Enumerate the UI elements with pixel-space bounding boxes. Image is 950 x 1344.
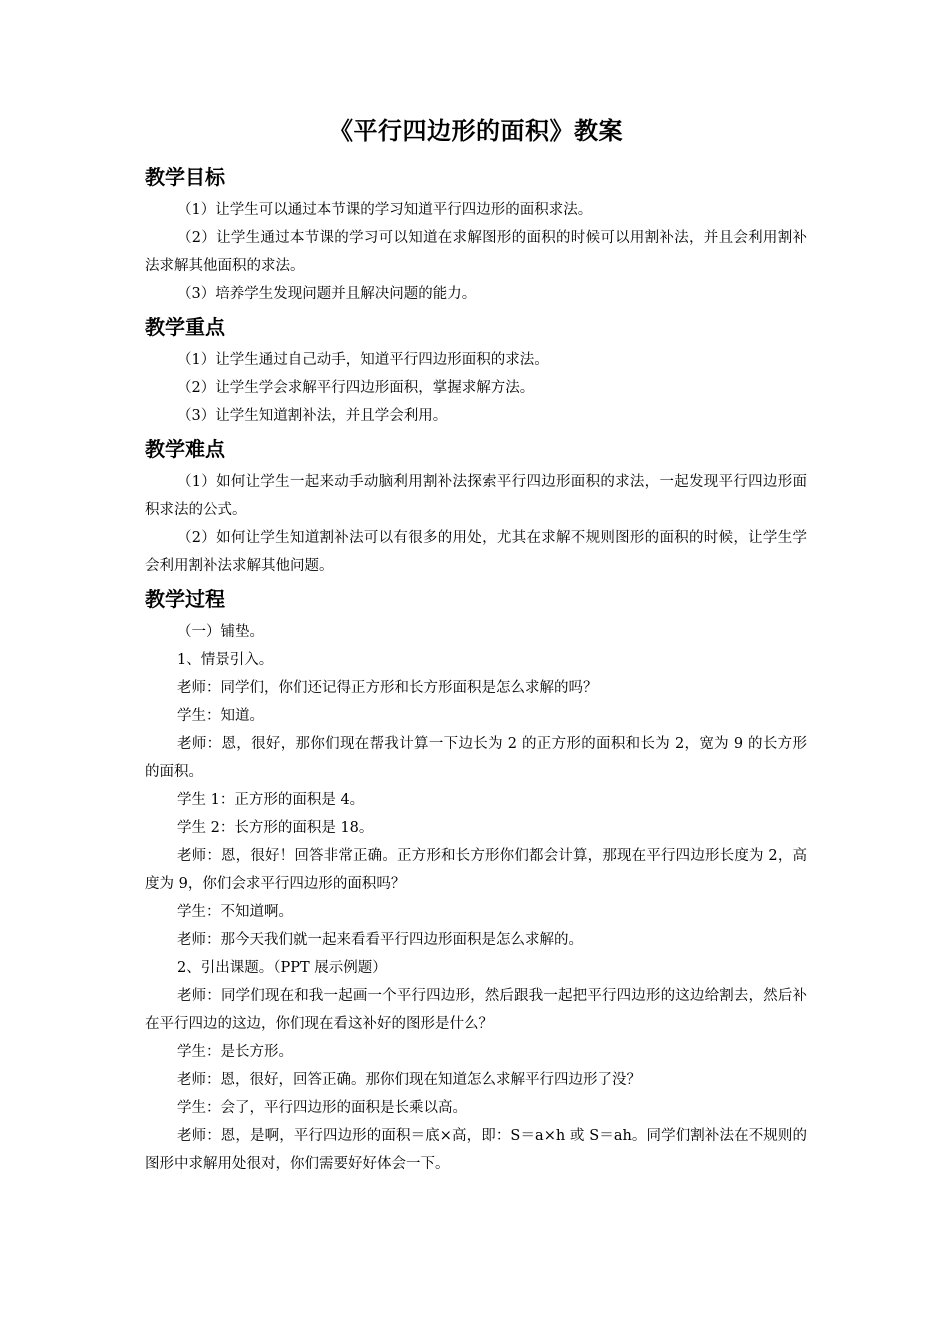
paragraph: （一）铺垫。 bbox=[177, 624, 264, 640]
paragraph: 老师：那今天我们就一起来看看平行四边形面积是怎么求解的。 bbox=[177, 932, 583, 948]
paragraph: （3）让学生知道割补法，并且学会利用。 bbox=[177, 408, 448, 424]
paragraph: （2）让学生学会求解平行四边形面积，掌握求解方法。 bbox=[177, 380, 535, 396]
paragraph: 学生：会了，平行四边形的面积是长乘以高。 bbox=[177, 1100, 467, 1116]
paragraph: （3）培养学生发现问题并且解决问题的能力。 bbox=[177, 286, 477, 302]
document-page bbox=[145, 110, 807, 1178]
paragraph: 学生：知道。 bbox=[177, 708, 264, 724]
paragraph: 老师：恩，很好，那你们现在帮我计算一下边长为 2 的正方形的面积和长为 2，宽为 9 的长方形的面积。 bbox=[145, 736, 807, 780]
document-title: 《平行四边形的面积》教案 bbox=[329, 116, 623, 145]
section-teaching-key-points bbox=[145, 308, 807, 430]
section-teaching-difficulties bbox=[145, 430, 807, 580]
paragraph: 学生：不知道啊。 bbox=[177, 904, 293, 920]
section-heading: 教学难点 bbox=[145, 437, 225, 461]
paragraph: 老师：恩，很好！回答非常正确。正方形和长方形你们都会计算，那现在平行四边形长度为 2，高度为 9，你们会求平行四边形的面积吗？ bbox=[145, 848, 807, 892]
paragraph: 学生：是长方形。 bbox=[177, 1044, 293, 1060]
paragraph: （2）如何让学生知道割补法可以有很多的用处，尤其在求解不规则图形的面积的时候，让学生学会利用割补法求解其他问题。 bbox=[145, 530, 807, 574]
section-heading: 教学重点 bbox=[145, 315, 225, 339]
paragraph: 2、引出课题。（PPT 展示例题） bbox=[177, 960, 387, 976]
paragraph: （2）让学生通过本节课的学习可以知道在求解图形的面积的时候可以用割补法，并且会利用割补法求解其他面积的求法。 bbox=[145, 230, 807, 274]
paragraph: 老师：同学们现在和我一起画一个平行四边形，然后跟我一起把平行四边形的这边给割去，然后补在平行四边的这边，你们现在看这补好的图形是什么？ bbox=[145, 988, 807, 1032]
paragraph: （1）如何让学生一起来动手动脑利用割补法探索平行四边形面积的求法，一起发现平行四边形面积求法的公式。 bbox=[145, 474, 807, 518]
paragraph: （1）让学生可以通过本节课的学习知道平行四边形的面积求法。 bbox=[177, 202, 593, 218]
paragraph: 老师：恩，是啊，平行四边形的面积＝底×高，即：S＝a×h 或 S＝ah。同学们割补法在不规则的图形中求解用处很对，你们需要好好体会一下。 bbox=[145, 1128, 807, 1172]
paragraph: 老师：恩，很好，回答正确。那你们现在知道怎么求解平行四边形了没？ bbox=[177, 1072, 641, 1088]
section-teaching-process bbox=[145, 580, 807, 1178]
section-heading: 教学过程 bbox=[145, 587, 225, 611]
paragraph: 1、情景引入。 bbox=[177, 652, 274, 668]
paragraph: 学生 2：长方形的面积是 18。 bbox=[177, 820, 374, 836]
section-heading: 教学目标 bbox=[145, 165, 225, 189]
paragraph: （1）让学生通过自己动手，知道平行四边形面积的求法。 bbox=[177, 352, 549, 368]
paragraph: 老师：同学们，你们还记得正方形和长方形面积是怎么求解的吗？ bbox=[177, 680, 598, 696]
paragraph: 学生 1：正方形的面积是 4。 bbox=[177, 792, 365, 808]
section-teaching-objectives bbox=[145, 158, 807, 308]
